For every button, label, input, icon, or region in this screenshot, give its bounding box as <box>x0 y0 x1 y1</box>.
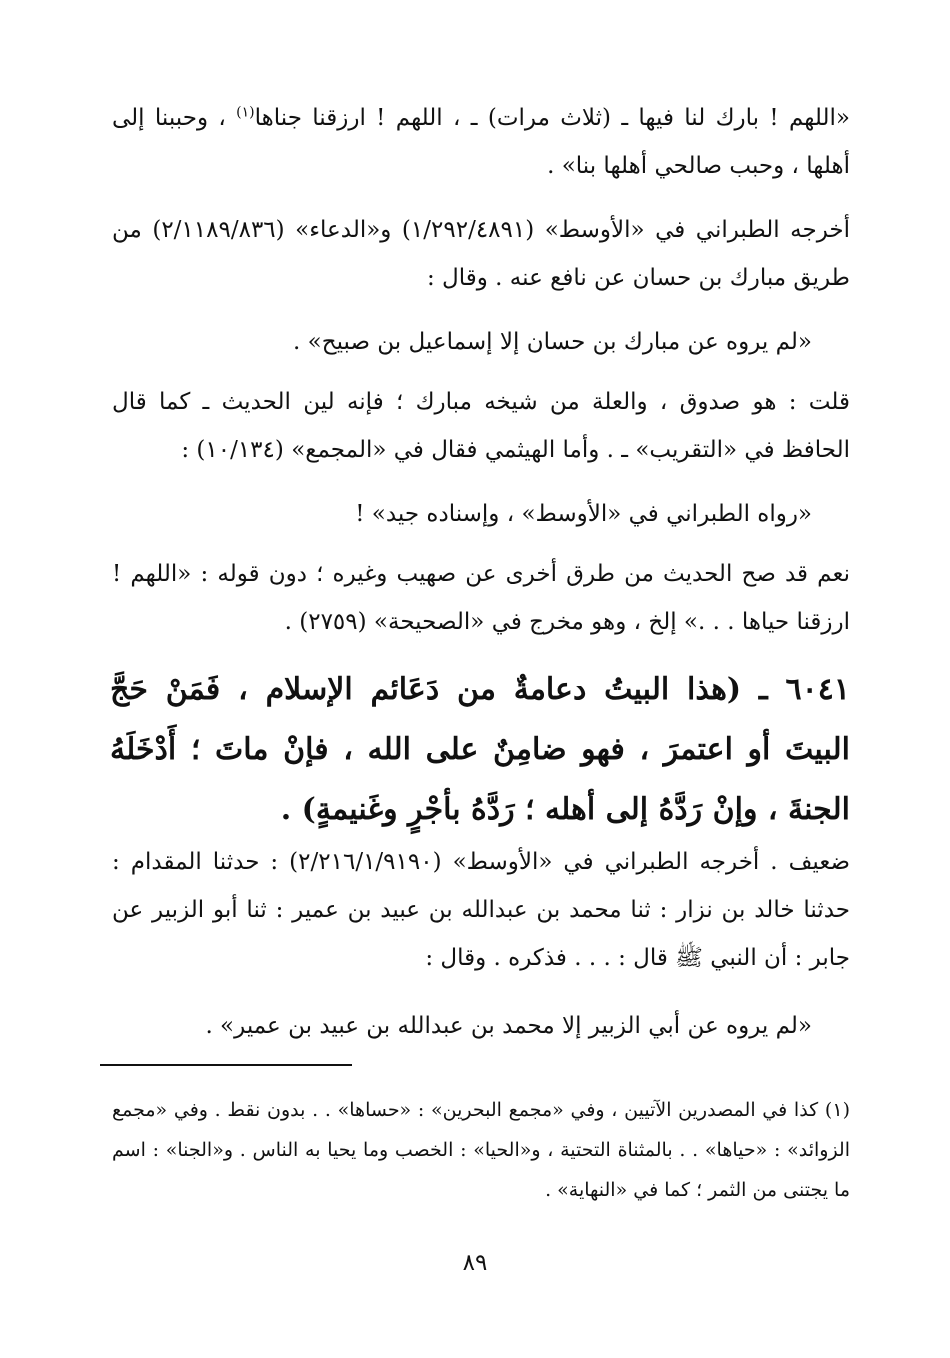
footnote-marker[interactable]: (١) <box>236 104 255 121</box>
quote-tabarani-2: «لم يروه عن أبي الزبير إلا محمد بن عبدالله بن عبيد بن عمير» . <box>205 1013 812 1039</box>
paragraph-takhrij-1: أخرجه الطبراني في «الأوسط» (١/٢٩٢/٤٨٩١) و«الدعاء» (٢/١١٨٩/٨٣٦) من طريق مبارك بن حسان عن نافع عنه . وقال : <box>112 217 850 291</box>
paragraph-takhrij-2: ضعيف . أخرجه الطبراني في «الأوسط» (٢/٢١٦/١/٩١٩٠) : حدثنا المقدام : حدثنا خالد بن نزار : ثنا محمد بن عبدالله بن عبيد بن عمير : ثنا أبو الزبير عن جابر : أن النبي ﷺ قال : . . . فذكره . وقال : <box>112 849 850 971</box>
footnote-divider <box>100 1064 352 1066</box>
paragraph-dua-text: «اللهم ! بارك لنا فيها ـ (ثلاث مرات) ـ ، اللهم ! ارزقنا جناها$^{(١)}$ ، وحببنا إلى أهلها ، وحبب صالحي أهلها بنا» . <box>112 104 850 179</box>
quote-haythami: «رواه الطبراني في «الأوسط» ، وإسناده جيد» ! <box>355 501 812 527</box>
footnote-1: (١) كذا في المصدرين الآتيين ، وفي «مجمع البحرين» : «حساها» . . بدون نقط . وفي «مجمع الزوائد» : «حياها» . . بالمثناة التحتية ، و«الحيا» : الخصب وما يحيا به الناس . و«الجنا» : اسم ما يجتنى من الثمر ؛ كما في «النهاية» . <box>112 1099 850 1201</box>
paragraph-comment-2: نعم قد صح الحديث من طرق أخرى عن صهيب وغيره ؛ دون قوله : «اللهم ! ارزقنا حياها . . .» إلخ ، وهو مخرج في «الصحيحة» (٢٧٥٩) . <box>112 561 850 635</box>
quote-tabarani-1: «لم يروه عن مبارك بن حسان إلا إسماعيل بن صبيح» . <box>293 329 812 355</box>
paragraph-comment-1: قلت : هو صدوق ، والعلة من شيخه مبارك ؛ فإنه لين الحديث ـ كما قال الحافظ في «التقريب» ـ . وأما الهيثمي فقال في «المجمع» (١٠/١٣٤) : <box>112 389 850 463</box>
hadith-6041-text: ٦٠٤١ ـ (هذا البيتُ دعامةٌ من دَعَائم الإسلام ، فَمَنْ حَجَّ البيتَ أو اعتمرَ ، فهو ضامِنٌ على الله ، فإنْ ماتَ ؛ أَدْخَلَهُ الجنةَ ، وإنْ رَدَّهُ إلى أهله ؛ رَدَّهُ بأجْرٍ وغَنيمةٍ) . <box>110 672 850 827</box>
page-number: ٨٩ <box>462 1250 488 1276</box>
